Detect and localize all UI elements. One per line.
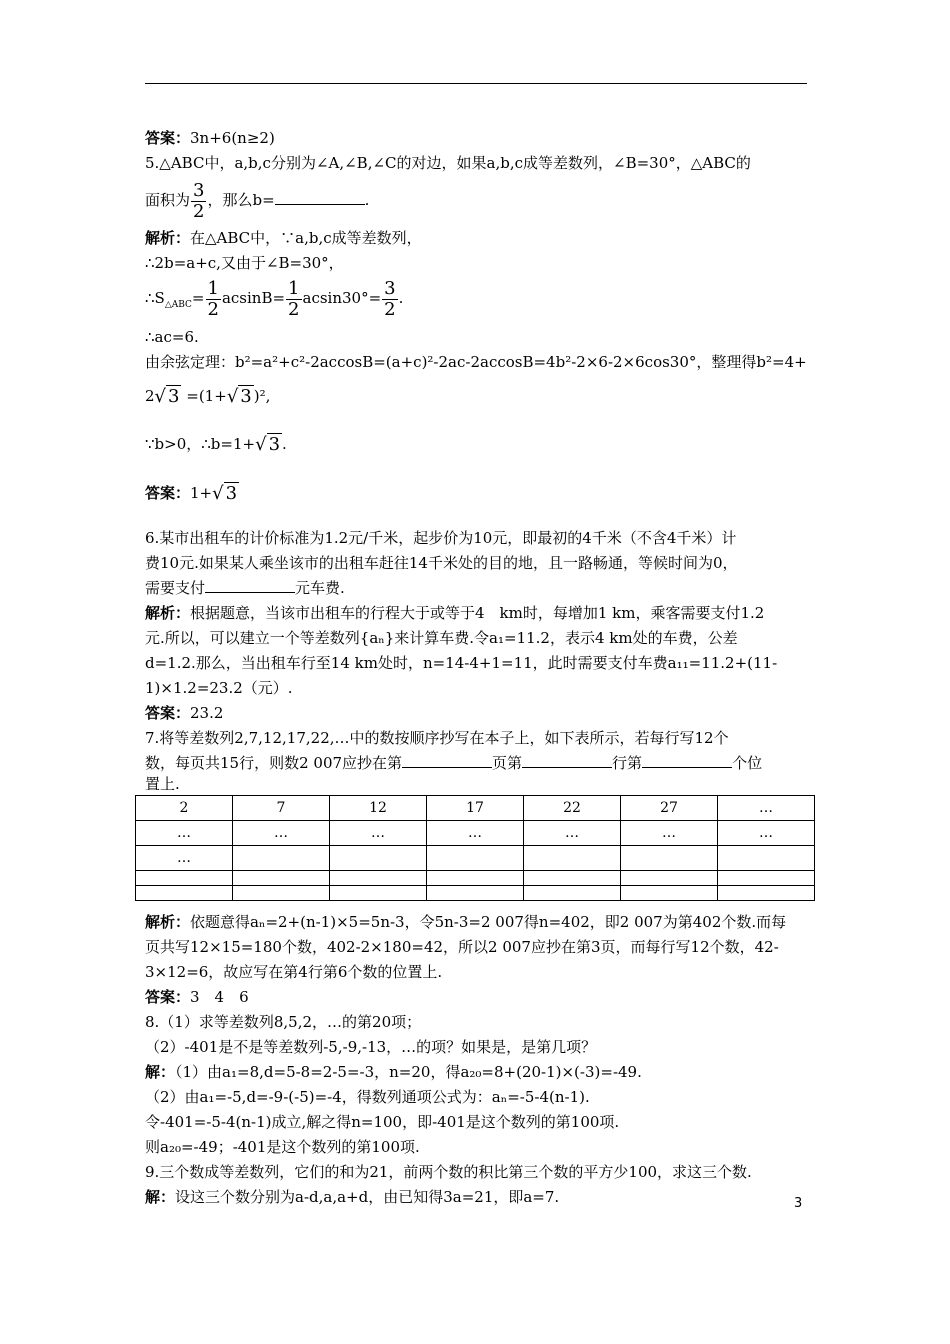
table-cell: 12 xyxy=(330,796,427,821)
table-cell: … xyxy=(621,821,718,846)
analysis-line-6 xyxy=(145,383,270,410)
analysis-line-5: 由余弦定理：b²=a²+c²-2accosB=(a+c)²-2ac-2accosB=4b²-2×6-2×6cos30°，整理得b²=4+ xyxy=(145,353,807,371)
denominator: 2 xyxy=(193,200,205,222)
table-cell: … xyxy=(233,821,330,846)
denominator: 2 xyxy=(288,298,300,320)
text: 2 xyxy=(145,387,155,405)
table-cell: … xyxy=(718,821,815,846)
solution-line: （2）由a₁=-5,d=-9-(-5)=-4，得数列通项公式为：aₙ=-5-4(n-1). xyxy=(145,1088,590,1106)
text: . xyxy=(364,191,370,209)
text: 根据题意，当该市出租车的行程大于或等于4 km时，每增加1 km，乘客需要支付1.2 xyxy=(190,604,765,622)
answer-blank xyxy=(402,753,492,768)
answer-text: 3n+6(n≥2) xyxy=(190,129,275,147)
text: 行第 xyxy=(612,754,643,772)
answer-label: 答案： xyxy=(145,988,191,1006)
table-cell xyxy=(233,886,330,901)
table-cell: … xyxy=(136,846,233,871)
question-8-line-2: （2）-401是不是等差数列-5,-9,-13，…的项？如果是，是第几项？ xyxy=(145,1038,597,1056)
page-number: 3 xyxy=(794,1196,803,1211)
numerator: 1 xyxy=(288,277,300,299)
text: . xyxy=(398,289,404,307)
text: 页第 xyxy=(492,754,523,772)
table-cell xyxy=(233,846,330,871)
fraction xyxy=(206,279,221,320)
text: =(1+ xyxy=(186,387,227,405)
fraction xyxy=(286,279,301,320)
text: ∵b>0，∴b=1+ xyxy=(145,435,256,453)
analysis-line: 页共写12×15=180个数，402-2×180=42，所以2 007应抄在第3页，而每行写12个数，42- xyxy=(145,938,779,956)
numerator: 3 xyxy=(384,277,396,299)
text: ∴S xyxy=(145,289,165,307)
text: acsinB= xyxy=(221,289,286,307)
text: . xyxy=(282,435,287,453)
text: acsin30°= xyxy=(302,289,382,307)
table-cell xyxy=(718,871,815,886)
table-row xyxy=(136,821,815,846)
numerator: 1 xyxy=(207,277,219,299)
analysis-line: 元.所以，可以建立一个等差数列{aₙ}来计算车费.令a₁=11.2，表示4 km处的车费，公差 xyxy=(145,629,738,647)
question-5-line-2 xyxy=(145,180,369,222)
answer-blank xyxy=(642,753,732,768)
analysis-label: 解析： xyxy=(145,229,191,247)
radicand: 3 xyxy=(225,483,238,504)
text: 依题意得aₙ=2+(n-1)×5=5n-3，令5n-3=2 007得n=402，即2 007为第402个数.而每 xyxy=(190,913,787,931)
analysis-line-2: ∴2b=a+c,又由于∠B=30°， xyxy=(145,254,344,272)
table-row xyxy=(136,796,815,821)
table-cell xyxy=(621,886,718,901)
question-9-line: 9.三个数成等差数列，它们的和为21，前两个数的积比第三个数的平方少100，求这三个数. xyxy=(145,1163,752,1181)
answer-line xyxy=(145,480,239,507)
solution-label: 解： xyxy=(145,1063,176,1081)
fraction xyxy=(382,279,397,320)
table-cell xyxy=(330,846,427,871)
answer-line xyxy=(145,703,223,723)
table-cell xyxy=(233,871,330,886)
text: )², xyxy=(253,387,271,405)
text: 1+ xyxy=(190,484,213,502)
sqrt: √ 3 xyxy=(226,386,252,407)
table-cell: 22 xyxy=(524,796,621,821)
table-cell xyxy=(427,846,524,871)
table-cell: … xyxy=(136,821,233,846)
text: 面积为 xyxy=(145,191,191,209)
analysis-line: 1)×1.2=23.2（元）. xyxy=(145,679,293,697)
table-cell: … xyxy=(330,821,427,846)
answer-label: 答案： xyxy=(145,704,191,722)
table-cell xyxy=(621,871,718,886)
analysis-line-1 xyxy=(145,228,422,248)
table-cell xyxy=(136,871,233,886)
question-6-line-1: 6.某市出租车的计价标准为1.2元/千米，起步价为10元，即最初的4千米（不含4千米）计 xyxy=(145,529,737,547)
question-7-line-1: 7.将等差数列2,7,12,17,22,…中的数按顺序抄写在本子上，如下表所示，若每行写12个 xyxy=(145,729,729,747)
text: ，那么b= xyxy=(207,191,275,209)
question-7-line-3: 置上. xyxy=(145,775,180,793)
table-cell xyxy=(524,871,621,886)
numerator: 3 xyxy=(193,179,205,201)
table-cell: … xyxy=(427,821,524,846)
answer-line xyxy=(145,987,249,1007)
table-cell: 7 xyxy=(233,796,330,821)
analysis-line-3 xyxy=(145,278,403,325)
solution-line: 令-401=-5-4(n-1)成立,解之得n=100，即-401是这个数列的第100项. xyxy=(145,1113,620,1131)
solution-line: 则a₂₀=-49；-401是这个数列的第100项. xyxy=(145,1138,420,1156)
text: 设这三个数分别为a-d,a,a+d，由已知得3a=21，即a=7. xyxy=(175,1188,560,1206)
table-cell xyxy=(621,846,718,871)
header-rule xyxy=(145,83,807,84)
answer-blank xyxy=(522,753,612,768)
sqrt: √ 3 xyxy=(154,386,180,407)
table-cell xyxy=(136,886,233,901)
answer-blank xyxy=(205,578,295,593)
question-5-line-1: 5.△ABC中，a,b,c分别为∠A,∠B,∠C的对边，如果a,b,c成等差数列，∠B=30°，△ABC的 xyxy=(145,154,751,172)
table-cell: … xyxy=(524,821,621,846)
question-7-line-2 xyxy=(145,753,762,773)
subscript: △ABC xyxy=(164,300,192,310)
table-row xyxy=(136,886,815,901)
analysis-line: d=1.2.那么，当出租车行至14 km处时，n=14-4+1=11，此时需要支付车费a₁₁=11.2+(11- xyxy=(145,654,778,672)
text: = xyxy=(191,289,205,307)
table-cell xyxy=(524,846,621,871)
solution-line xyxy=(145,1187,559,1207)
table-row xyxy=(136,846,815,871)
radicand: 3 xyxy=(268,434,281,455)
denominator: 2 xyxy=(384,298,396,320)
text: 元车费. xyxy=(295,579,345,597)
analysis-label: 解析： xyxy=(145,913,191,931)
table-cell: 17 xyxy=(427,796,524,821)
fraction xyxy=(191,181,206,222)
table-cell xyxy=(718,846,815,871)
table-cell xyxy=(718,886,815,901)
table-cell xyxy=(427,871,524,886)
text: 需要支付 xyxy=(145,579,206,597)
radicand: 3 xyxy=(168,386,180,407)
solution-label: 解： xyxy=(145,1188,176,1206)
text: 数，每页共15行，则数2 007应抄在第 xyxy=(145,754,403,772)
sqrt: √ 3 xyxy=(212,483,238,504)
answer-line xyxy=(145,128,275,148)
table-cell xyxy=(330,871,427,886)
answer-blank xyxy=(275,190,365,205)
table-cell: 27 xyxy=(621,796,718,821)
radicand: 3 xyxy=(240,386,252,407)
analysis-line-4: ∴ac=6. xyxy=(145,328,199,346)
text: 3 4 6 xyxy=(190,988,249,1006)
analysis-line xyxy=(145,912,786,932)
text: 个位 xyxy=(732,754,763,772)
text: 在△ABC中，∵a,b,c成等差数列， xyxy=(190,229,422,247)
analysis-label: 解析： xyxy=(145,604,191,622)
table-cell: 2 xyxy=(136,796,233,821)
analysis-line: 3×12=6，故应写在第4行第6个数的位置上. xyxy=(145,963,443,981)
table-cell: … xyxy=(718,796,815,821)
question-6-line-3 xyxy=(145,578,345,598)
solution-line xyxy=(145,1062,642,1082)
answer-label: 答案： xyxy=(145,484,191,502)
text: 23.2 xyxy=(190,704,224,722)
sqrt: √ 3 xyxy=(255,434,281,455)
table-cell xyxy=(427,886,524,901)
denominator: 2 xyxy=(207,298,219,320)
table-cell xyxy=(524,886,621,901)
analysis-line xyxy=(145,603,764,623)
text: （1）由a₁=8,d=5-8=2-5=-3，n=20，得a₂₀=8+(20-1)×(-3)=-49. xyxy=(175,1063,642,1081)
table-cell xyxy=(330,886,427,901)
question-8-line-1: 8.（1）求等差数列8,5,2，…的第20项； xyxy=(145,1013,422,1031)
analysis-line-7 xyxy=(145,431,287,458)
number-table xyxy=(135,795,815,901)
table-row xyxy=(136,871,815,886)
question-6-line-2: 费10元.如果某人乘坐该市的出租车赶往14千米处的目的地，且一路畅通，等候时间为0， xyxy=(145,554,738,572)
answer-label: 答案： xyxy=(145,129,191,147)
